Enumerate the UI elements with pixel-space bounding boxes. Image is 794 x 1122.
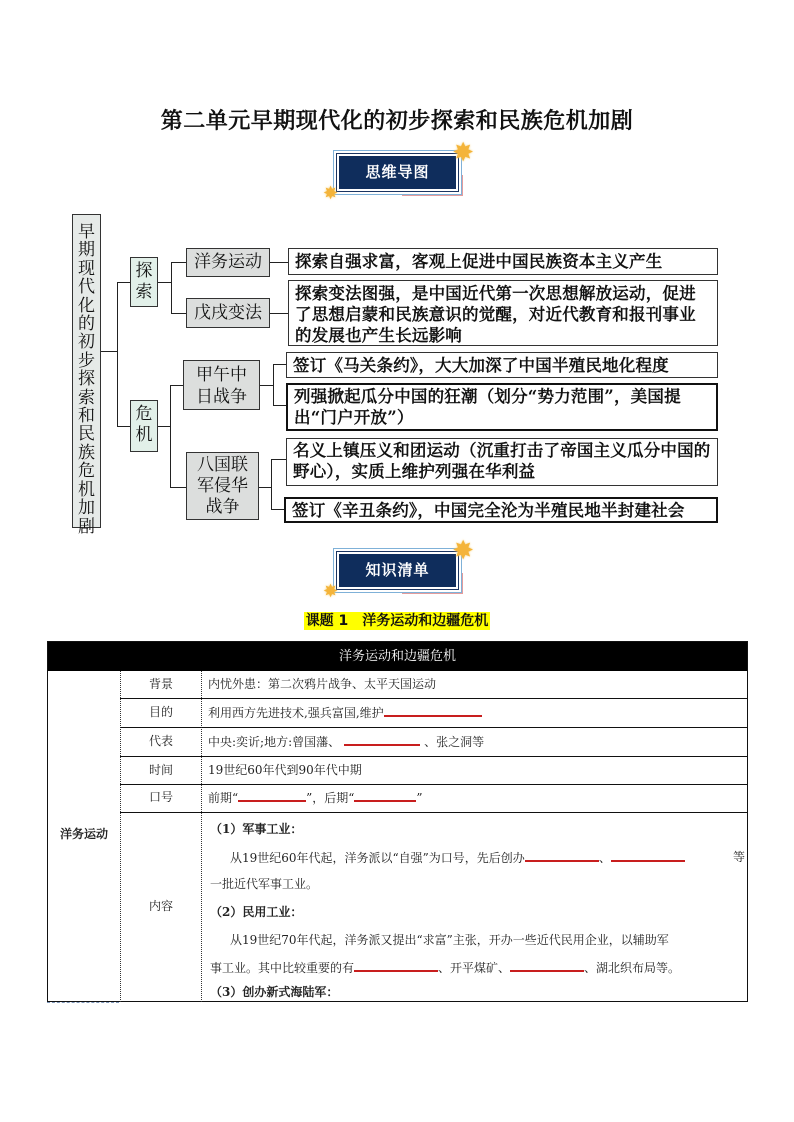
fill-blank[interactable] — [611, 848, 685, 862]
row-label: 目的 — [148, 705, 173, 719]
content-heading: （2）民用工业： — [210, 905, 303, 919]
section-label: 洋务运动 — [59, 827, 108, 841]
row-text: ” — [416, 791, 423, 805]
content-text: 、 — [598, 851, 611, 865]
mindmap-node-eight-nation-war — [186, 452, 259, 520]
content-heading: （1）军事工业： — [210, 822, 303, 836]
content-text: 、湖北织布局等。 — [584, 961, 681, 975]
mindmap-note: 签订《辛丑条约》，中国完全沦为半殖民地半封建社会 — [284, 497, 718, 523]
content-paragraph — [230, 848, 745, 866]
mindmap-note: 探索变法图强，是中国近代第一次思想解放运动，促进了思想启蒙和民族意识的觉醒，对近代教育和报刊事业的发展也产生长远影响 — [288, 280, 718, 346]
row-label: 代表 — [148, 734, 173, 748]
fill-blank[interactable] — [344, 732, 420, 746]
fill-blank[interactable] — [354, 788, 416, 802]
row-label: 口号 — [148, 790, 173, 804]
star-icon: ✸ — [323, 581, 339, 602]
knowledge-table — [47, 641, 748, 1002]
star-icon: ✸ — [452, 138, 474, 168]
row-text: 、张之洞等 — [424, 735, 485, 749]
mindmap-node-sino-japanese-war — [183, 360, 260, 410]
row-text: 前期“ — [208, 791, 239, 805]
row-label: 内容 — [148, 899, 173, 913]
row-value: 19世纪60年代到90年代中期 — [208, 763, 362, 777]
mindmap-node-reform: 戊戌变法 — [186, 298, 270, 328]
content-text: 事工业。其中比较重要的有 — [210, 961, 355, 975]
row-label: 背景 — [148, 677, 173, 691]
mindmap-note: 列强掀起瓜分中国的狂潮（划分“势力范围”，美国提出“门户开放”） — [286, 383, 718, 431]
fill-blank[interactable] — [510, 958, 584, 972]
mindmap-root: 早期现代化的初步探索和民族危机加剧 — [72, 214, 101, 528]
knowledge-badge-label: 知识清单 — [339, 554, 456, 587]
row-value — [208, 788, 423, 806]
mindmap-branch-explore: 探索 — [130, 257, 158, 307]
content-paragraph — [210, 958, 680, 976]
content-text: 一批近代军事工业。 — [210, 877, 319, 891]
row-text: 中央:奕䜣;地方:曾国藩、 — [208, 735, 341, 749]
mindmap-note: 探索自强求富，客观上促进中国民族资本主义产生 — [288, 248, 718, 275]
content-text: 从19世纪60年代起，洋务派以“自强”为口号，先后创办 — [230, 851, 525, 865]
row-text: 利用西方先进技术,强兵富国,维护 — [208, 706, 384, 720]
row-label: 时间 — [148, 763, 173, 777]
lesson-subtitle — [0, 610, 794, 630]
fill-blank[interactable] — [384, 703, 482, 717]
dashed-mark — [47, 1002, 119, 1003]
row-value — [208, 732, 484, 750]
fill-blank[interactable] — [525, 848, 599, 862]
lesson-subtitle-text: 课题 1 洋务运动和边疆危机 — [305, 613, 489, 629]
content-text: 等 — [732, 850, 745, 864]
star-icon: ✸ — [452, 536, 474, 566]
mindmap-note: 名义上镇压义和团运动（沉重打击了帝国主义瓜分中国的野心），实质上维护列强在华利益 — [286, 438, 718, 486]
row-value — [208, 703, 482, 721]
mindmap-badge — [323, 138, 474, 204]
mindmap-node-label: 甲午中日战争 — [196, 365, 247, 407]
content-heading: （3）创办新式海陆军： — [210, 985, 339, 999]
mindmap-badge-label: 思维导图 — [339, 156, 456, 189]
page-title: 第二单元早期现代化的初步探索和民族危机加剧 — [160, 109, 634, 134]
row-value: 内忧外患：第二次鸦片战争、太平天国运动 — [208, 677, 437, 691]
knowledge-badge — [323, 536, 474, 602]
fill-blank[interactable] — [354, 958, 438, 972]
mindmap-branch-crisis: 危机 — [130, 400, 158, 452]
fill-blank[interactable] — [238, 788, 306, 802]
content-text: 从19世纪70年代起，洋务派又提出“求富”主张，开办一些近代民用企业，以辅助军 — [230, 933, 669, 947]
mindmap-node-westernization: 洋务运动 — [186, 248, 270, 277]
table-header: 洋务运动和边疆危机 — [48, 642, 747, 671]
row-text: ”，后期“ — [306, 791, 355, 805]
mindmap-note: 签订《马关条约》，大大加深了中国半殖民地化程度 — [286, 352, 718, 378]
content-text: 、开平煤矿、 — [438, 961, 511, 975]
mindmap-node-label: 八国联军侵华战争 — [197, 455, 248, 517]
star-icon: ✸ — [323, 183, 339, 204]
